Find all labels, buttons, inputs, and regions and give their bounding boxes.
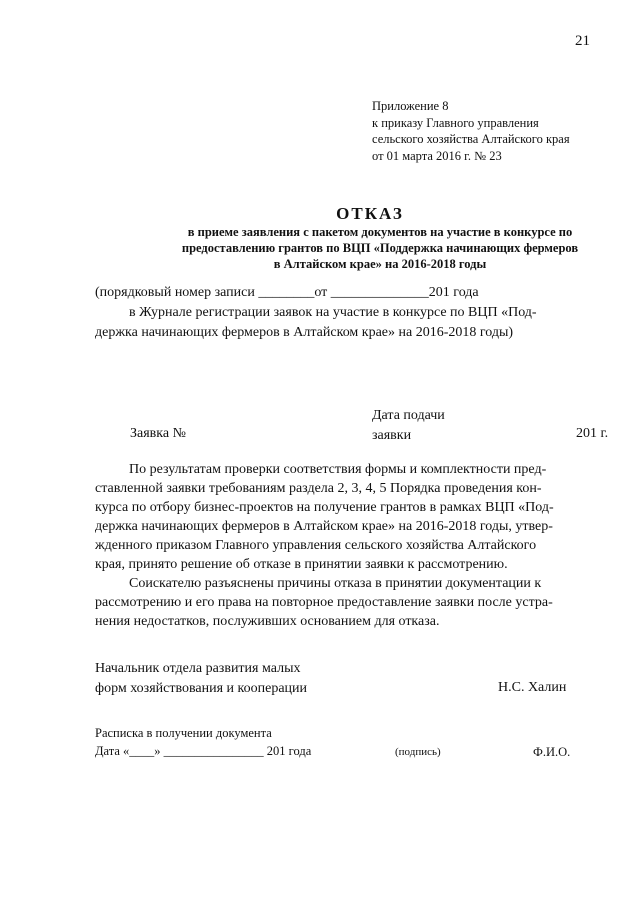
- position-line: Начальник отдела развития малых: [95, 661, 301, 676]
- decision-text: [95, 460, 554, 631]
- registry-line: (порядковый номер записи ________от ______________201 года: [95, 285, 479, 300]
- appendix-reference: [372, 98, 570, 164]
- appendix-line: Приложение 8: [372, 99, 449, 113]
- body-line: По результатам проверки соответствия формы и комплектности пред-: [129, 462, 547, 477]
- body-line: рассмотрению и его права на повторное предоставление заявки после устра-: [95, 595, 553, 610]
- page-number: 21: [575, 33, 590, 49]
- registry-line: в Журнале регистрации заявок на участие в конкурсе по ВЦП «Под-: [129, 305, 537, 320]
- body-line: края, принято решение об отказе в принятии заявки к рассмотрению.: [95, 557, 508, 572]
- subtitle-line: предоставлению грантов по ВЦП «Поддержка начинающих фермеров: [181, 241, 579, 255]
- subtitle-line: в Алтайском крае» на 2016-2018 годы: [273, 257, 487, 271]
- fio-label: Ф.И.О.: [533, 745, 571, 759]
- subtitle-line: в приеме заявления с пакетом документов на участие в конкурсе по: [187, 225, 573, 239]
- body-line: Соискателю разъяснены причины отказа в принятии документации к: [129, 576, 542, 591]
- body-line: жденного приказом Главного управления сельского хозяйства Алтайского: [95, 538, 537, 553]
- application-number-label: Заявка №: [130, 426, 186, 441]
- body-line: держка начинающих фермеров в Алтайском крае» на 2016-2018 годы, утвер-: [95, 519, 553, 534]
- date-label-line: Дата подачи: [372, 408, 445, 423]
- document-title: ОТКАЗ: [336, 204, 404, 223]
- appendix-line: сельского хозяйства Алтайского края: [372, 132, 570, 146]
- registry-line: держка начинающих фермеров в Алтайском крае» на 2016-2018 годы): [95, 325, 514, 340]
- application-year: 201 г.: [576, 426, 609, 441]
- body-line: курса по отбору бизнес-проектов на получение грантов в рамках ВЦП «Под-: [95, 500, 554, 515]
- signer-position: [95, 659, 307, 699]
- body-line: ставленной заявки требованиям раздела 2, 3, 4, 5 Порядка проведения кон-: [95, 481, 542, 496]
- signer-name: Н.С. Халин: [498, 680, 567, 695]
- signature-label: (подпись): [395, 746, 441, 758]
- appendix-line: к приказу Главного управления: [372, 115, 539, 130]
- body-line: нения недостатков, послуживших основанием для отказа.: [95, 614, 440, 629]
- registry-record: [95, 283, 537, 343]
- position-line: форм хозяйствования и кооперации: [95, 681, 308, 696]
- receipt-title: Расписка в получении документа: [95, 726, 272, 740]
- submission-date-label: [372, 406, 445, 446]
- document-subtitle: [140, 224, 620, 272]
- receipt-date-line: Дата «____» ________________ 201 года: [95, 744, 312, 758]
- appendix-line: от 01 марта 2016 г. № 23: [372, 148, 502, 163]
- date-label-line: заявки: [372, 428, 412, 443]
